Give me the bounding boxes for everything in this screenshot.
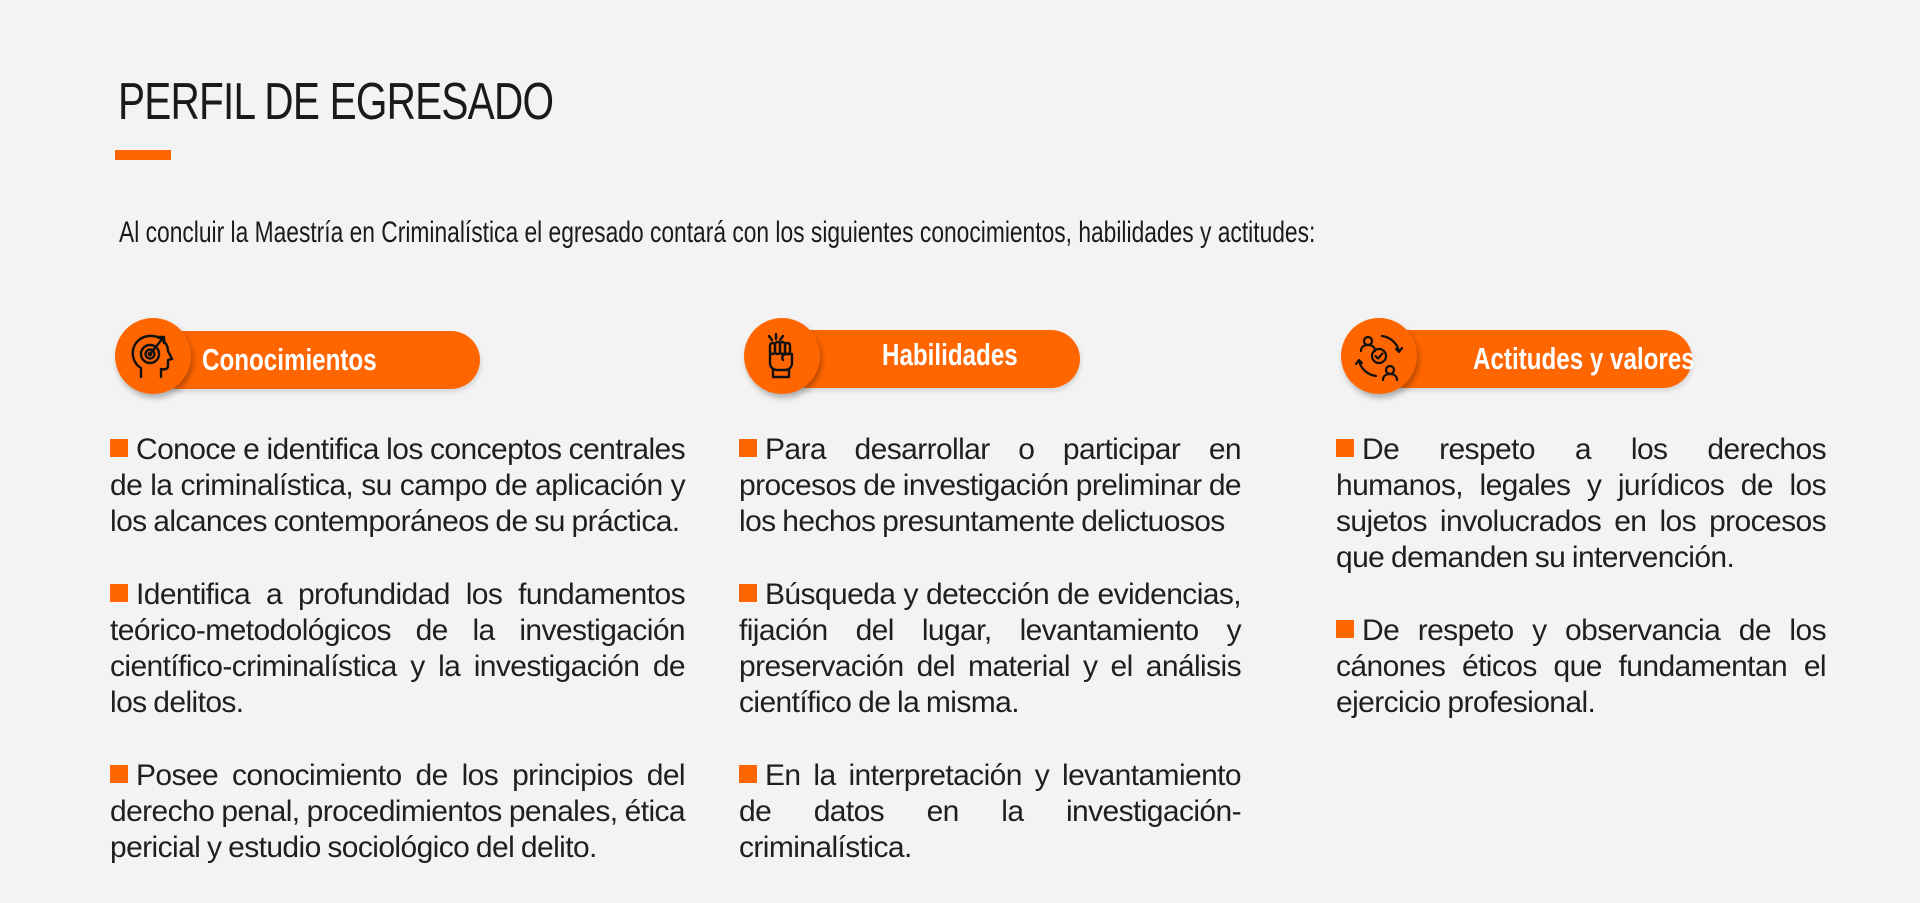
bullet-square-icon [1336,620,1354,638]
list-item: De respeto y observancia de los cánones éticos que fundamentan el ejercicio profesional. [1336,614,1826,719]
intro-text: Al concluir la Maestría en Criminalística el egresado contará con los siguientes conocimientos, habilidades y actitudes: [119,216,1316,249]
heading-pill-actitudes [1376,330,1695,388]
list-item: De respeto a los derechos humanos, legales y jurídicos de los sujetos involucrados en los procesos que demanden su intervención. [1336,433,1826,574]
bullet-square-icon [739,765,757,783]
bullet-square-icon [110,584,128,602]
heading-label: Conocimientos [202,342,377,377]
page-title: PERFIL DE EGRESADO [118,73,554,131]
heading-pill-conocimientos [150,331,480,389]
list-item: Posee conocimiento de los principios del derecho penal, procedimientos penales, ética pericial y estudio sociológico del delito. [110,759,685,864]
bullet-square-icon [1336,439,1354,457]
heading-label: Actitudes y valores [1473,341,1695,376]
item-list [739,432,1241,903]
bullet-square-icon [110,439,128,457]
bullet-square-icon [739,584,757,602]
item-list [1336,432,1826,758]
bullet-square-icon [110,765,128,783]
title-underline [115,150,171,160]
list-item: Identifica a profundidad los fundamentos teórico-metodológicos de la investigación científico-criminalística y la investigación de los delitos. [110,578,685,719]
heading-pill-habilidades [779,330,1080,388]
people-cycle-icon [1341,318,1417,394]
raised-fist-icon [744,318,820,394]
head-target-icon [115,318,191,394]
list-item: Búsqueda y detección de evidencias, fijación del lugar, levantamiento y preservación del material y el análisis científico de la misma. [739,578,1241,719]
list-item: En la interpretación y levantamiento de datos en la investigación- criminalística. [739,759,1241,864]
item-list [110,432,685,903]
heading-label: Habilidades [882,337,1018,372]
bullet-square-icon [739,439,757,457]
list-item: Conoce e identifica los conceptos centrales de la criminalística, su campo de aplicación y los alcances contemporáneos de su práctica. [110,433,685,538]
list-item: Para desarrollar o participar en procesos de investigación preliminar de los hechos presuntamente delictuosos [739,433,1241,538]
